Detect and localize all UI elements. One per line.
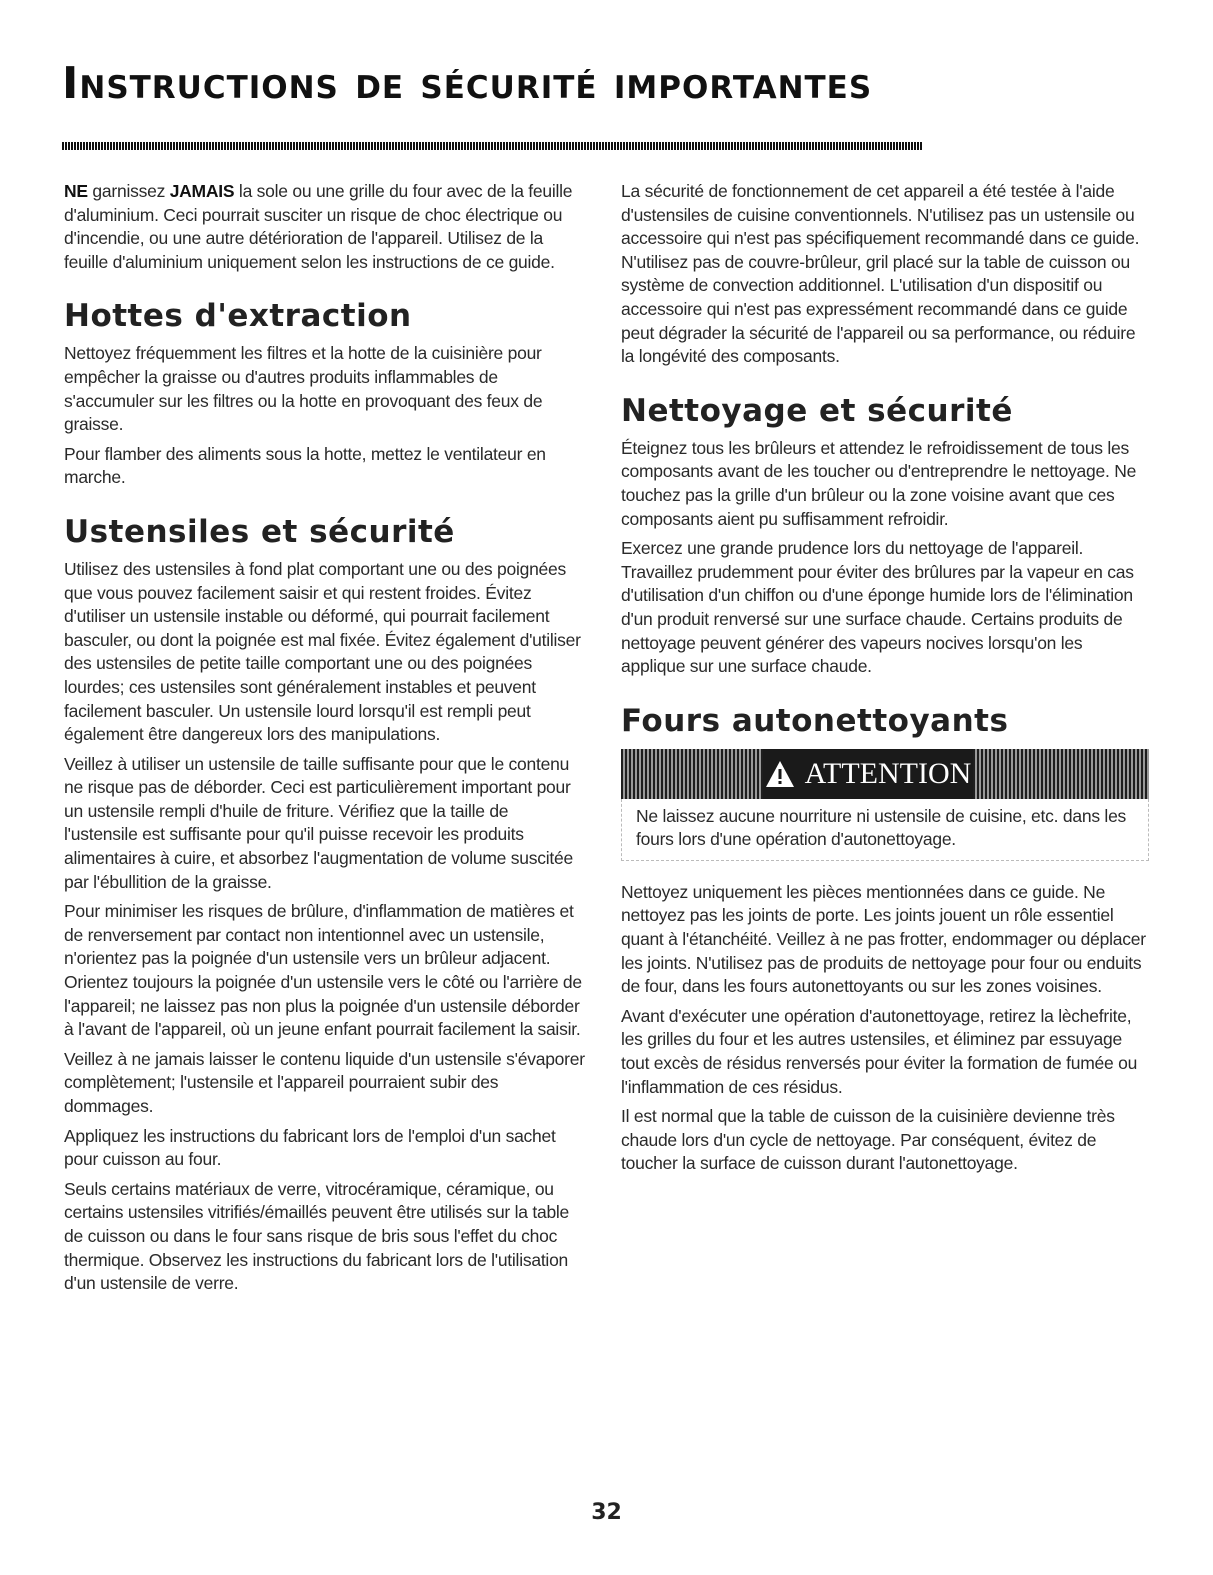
heading-fours: Fours autonettoyants [621, 702, 1009, 739]
nettoyage-paragraph-1: Éteignez tous les brûleurs et attendez le refroidissement de tous les composants avant de les toucher ou d'entreprendre le nettoyage. Ne touchez pas la grille d'un brûleur ou la zone voisine avant que ces composants aient pu suffisamment refroidir. [621, 437, 1137, 529]
ustensiles-paragraph-2: Veillez à utiliser un ustensile de taille suffisante pour que le contenu ne risque pas de déborder. Ceci est particulièrement important pour un ustensile rempli d'huile de friture. Vérifiez que la taille de l'ustensile est suffisante pour qu'il puisse recevoir les produits alimentaires à cuire, et absorbez l'augmentation de volume suscitée par l'ébullition de la graisse. [64, 753, 573, 892]
ustensiles-paragraph-6: Seuls certains matériaux de verre, vitrocéramique, céramique, ou certains ustensiles vitrifiés/émaillés peuvent être utilisés sur la table de cuisson ou dans le four sans risque de bris sous l'effet du choc thermique. Observez les instructions du fabricant lors de l'utilisation d'un ustensile de verre. [64, 1178, 570, 1294]
intro-text-b: la sole ou une grille du four avec de la feuille d'aluminium. Ceci pourrait susciter un risque de choc électrique ou d'incendie, ou une autre détérioration de l'appareil. Utilisez de la feuille d'aluminium uniquement selon les instructions de ce guide. [64, 181, 573, 272]
compatibility-paragraph: La sécurité de fonctionnement de cet appareil a été testée à l'aide d'ustensiles de cuisine conventionnels. N'utilisez pas un ustensile ou accessoire qui n'est pas spécifiquement recommandé dans ce guide. N'utilisez pas de couvre-brûleur, gril placé sur la table de cuisson ou système de convection additionnel. L'utilisation d'un dispositif ou accessoire qui n'est pas expressément recommandé dans ce guide peut dégrader la sécurité de l'appareil ou sa performance, ou réduire la longévité des composants. [621, 181, 1140, 367]
fours-paragraph-2: Avant d'exécuter une opération d'autonettoyage, retirez la lèchefrite, les grilles du four et les autres ustensiles, et éliminez par essuyage tout excès de résidus renversés pour éviter la formation de fumée ou l'inflammation de ces résidus. [621, 1005, 1138, 1097]
ustensiles-paragraph-1: Utilisez des ustensiles à fond plat comportant une ou des poignées que vous pouvez facilement saisir et qui restent froides. Évitez d'utiliser un ustensile instable ou déformé, qui pourrait facilement basculer, ou dont la poignée est mal fixée. Évitez également d'utiliser des ustensiles de petite taille comportant une ou des poignées lourdes; ces ustensiles sont généralement instables et peuvent facilement basculer. Un ustensile lourd lorsqu'il est rempli peut également être dangereux lors des manipulations. [64, 558, 581, 745]
hottes-paragraph-1: Nettoyez fréquemment les filtres et la hotte de la cuisinière pour empêcher la graisse ou d'autres produits inflammables de s'accumuler sur les filtres ou la hotte en provoquant des feux de graisse. [64, 343, 543, 435]
aluminium-warning-paragraph [64, 180, 586, 274]
caution-label-text: ATTENTION [804, 756, 972, 790]
emphasis-jamais: JAMAIS [169, 181, 235, 201]
caution-box [621, 749, 1149, 861]
caution-banner [621, 749, 1149, 799]
left-column [64, 180, 586, 1302]
ustensiles-paragraph-4: Veillez à ne jamais laisser le contenu liquide d'un ustensile s'évaporer complètement; l'ustensile et l'appareil pourraient subir des dommages. [64, 1048, 585, 1116]
hottes-paragraph-2: Pour flamber des aliments sous la hotte, mettez le ventilateur en marche. [64, 443, 546, 488]
ustensiles-paragraph-5: Appliquez les instructions du fabricant lors de l'emploi d'un sachet pour cuisson au four. [64, 1125, 556, 1170]
nettoyage-paragraph-2: Exercez une grande prudence lors du nettoyage de l'appareil. Travaillez prudemment pour éviter des brûlures par la vapeur en cas d'utilisation d'un chiffon ou d'une éponge humide lors de l'élimination d'un produit renversé sur une surface chaude. Certains produits de nettoyage peuvent générer des vapeurs nocives lorsqu'on les applique sur une surface chaude. [621, 538, 1134, 677]
title-divider [62, 142, 922, 150]
heading-hottes: Hottes d'extraction [64, 298, 412, 335]
caution-body [621, 799, 1149, 861]
page-title: Instructions de sécurité importantes [62, 58, 873, 109]
heading-nettoyage: Nettoyage et sécurité [621, 392, 1013, 429]
fours-paragraph-1: Nettoyez uniquement les pièces mentionnées dans ce guide. Ne nettoyez pas les joints de porte. Les joints jouent un rôle essentiel quant à l'étanchéité. Veillez à ne pas frotter, endommager ou déplacer les joints. N'utilisez pas de produits de nettoyage pour four ou enduits de four, dans les fours autonettoyants ou sur les zones voisines. [621, 881, 1146, 997]
caution-text: Ne laissez aucune nourriture ni ustensile de cuisine, etc. dans les fours lors d'une opération d'autonettoyage. [636, 805, 1127, 850]
right-column [621, 180, 1149, 1182]
ustensiles-paragraph-3: Pour minimiser les risques de brûlure, d'inflammation de matières et de renversement par contact non intentionnel avec un ustensile, n'orientez pas la poignée d'un ustensile vers un brûleur adjacent. Orientez toujours la poignée d'un ustensile vers le côté ou l'arrière de l'appareil; ne laissez pas non plus la poignée d'un ustensile déborder à l'avant de l'appareil, où un jeune enfant pourrait facilement la saisir. [64, 901, 582, 1040]
intro-text-a: garnissez [87, 181, 170, 201]
fours-paragraph-3: Il est normal que la table de cuisson de la cuisinière devienne très chaude lors d'un cycle de nettoyage. Par conséquent, évitez de toucher la surface de cuisson durant l'autonettoyage. [621, 1106, 1115, 1174]
emphasis-ne: NE [64, 181, 88, 201]
warning-triangle-icon [765, 760, 795, 788]
heading-ustensiles: Ustensiles et sécurité [64, 513, 455, 550]
page-number: 32 [591, 1500, 622, 1525]
caution-label [763, 749, 973, 799]
